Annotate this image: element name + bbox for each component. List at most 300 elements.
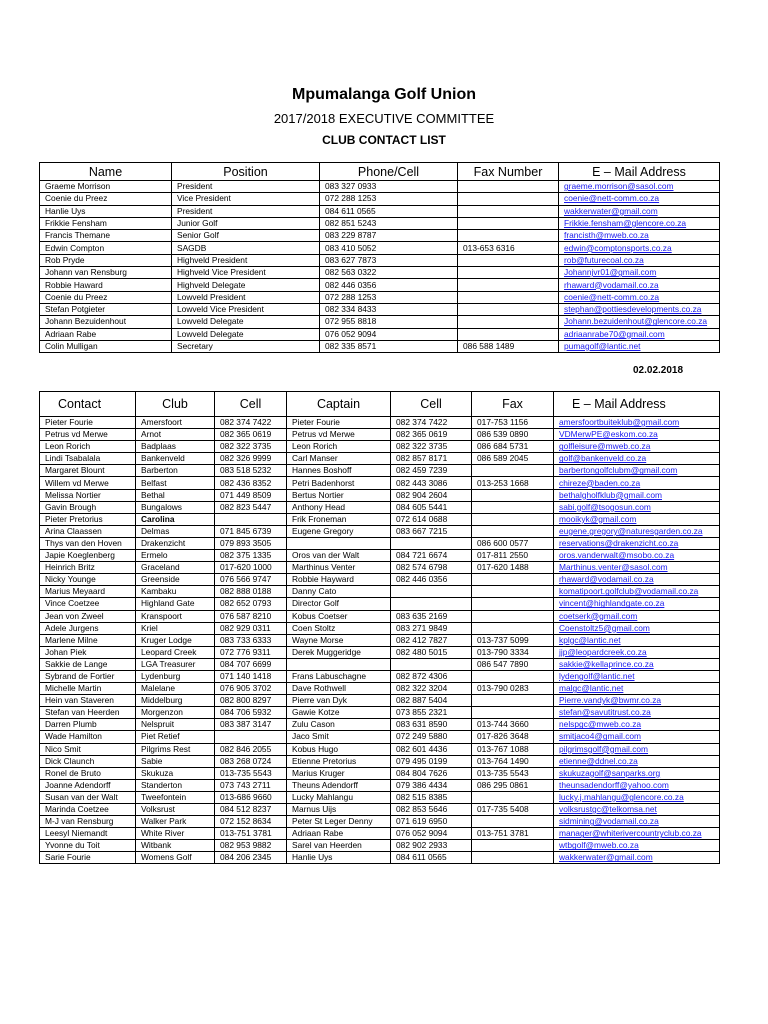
email-link[interactable]: amersfoortbuiteklub@gmail.com [559, 417, 680, 428]
club-cell: Volksrust [136, 804, 215, 816]
captain-cell: Jaco Smit [287, 731, 391, 743]
email-link[interactable]: wakkerwater@gmail.com [559, 852, 653, 863]
table-row [40, 525, 720, 537]
fax-cell: 013-737 5099 [472, 634, 554, 646]
captain-cell-cell: 079 495 0199 [391, 755, 472, 767]
table-row [40, 574, 720, 586]
club-cell: Tweefontein [136, 791, 215, 803]
email-link[interactable]: coenie@nett-comm.co.za [564, 193, 660, 204]
email-link[interactable]: skukuzagolf@sanparks.org [559, 767, 661, 778]
phone-cell: 083 410 5052 [320, 242, 458, 254]
captain-cell: Marnus Uijs [287, 804, 391, 816]
captain-cell-cell: 082 446 0356 [391, 574, 472, 586]
fax-cell [472, 501, 554, 513]
cell-cell: 082 436 8352 [215, 477, 287, 489]
email-cell [559, 230, 720, 242]
email-cell [554, 441, 720, 453]
captain-cell: Adriaan Rabe [287, 828, 391, 840]
column-header-fax: Fax Number [458, 163, 559, 181]
captain-cell-cell: 082 365 0619 [391, 429, 472, 441]
fax-cell [472, 852, 554, 864]
position-cell: SAGDB [172, 242, 320, 254]
captain-cell: Derek Muggeridge [287, 646, 391, 658]
club-cell: Kambaku [136, 586, 215, 598]
email-link[interactable]: eugene.gregory@naturesgarden.co.za [559, 525, 703, 536]
column-header-email: E – Mail Address [559, 163, 720, 181]
captain-cell: Kobus Hugo [287, 743, 391, 755]
table-row [40, 477, 720, 489]
contact-cell: Leon Rorich [40, 441, 136, 453]
fax-cell [458, 267, 559, 279]
contact-cell: Margaret Blount [40, 465, 136, 477]
email-link[interactable]: rob@futurecoal.co.za [564, 254, 644, 265]
committee-subtitle: 2017/2018 EXECUTIVE COMMITTEE [273, 111, 495, 126]
club-cell: Bankenveld [136, 453, 215, 465]
cell-cell: 017-620 1000 [215, 562, 287, 574]
club-cell: Delmas [136, 525, 215, 537]
club-cell: Womens Golf [136, 852, 215, 864]
email-link[interactable]: volksrustgc@telkomsa.net [559, 804, 657, 815]
email-link[interactable]: Marthinus.venter@sasol.com [559, 562, 668, 573]
email-cell [559, 303, 720, 315]
captain-cell: Leon Rorich [287, 441, 391, 453]
email-cell [554, 670, 720, 682]
club-contact-table [39, 391, 720, 864]
email-link[interactable]: graeme.morrison@sasol.com [564, 181, 674, 192]
club-cell: White River [136, 828, 215, 840]
email-link[interactable]: smitjaco4@gmail.com [559, 731, 642, 742]
email-link[interactable]: coetserk@gmail.com [559, 610, 638, 621]
email-link[interactable]: manager@whiterivercountryclub.co.za [559, 828, 702, 839]
fax-cell [472, 574, 554, 586]
cell-cell: 082 800 8297 [215, 695, 287, 707]
table-row [40, 279, 720, 291]
club-cell: Highland Gate [136, 598, 215, 610]
contact-cell: Joanne Adendorff [40, 779, 136, 791]
cell-cell: 076 566 9747 [215, 574, 287, 586]
fax-cell [458, 181, 559, 193]
email-link[interactable]: etienne@ddnel.co.za [559, 755, 638, 766]
email-cell [554, 719, 720, 731]
cell-cell: 082 374 7422 [215, 417, 287, 429]
captain-cell-cell: 073 855 2321 [391, 707, 472, 719]
table-row [40, 695, 720, 707]
fax-cell [472, 840, 554, 852]
contact-cell: Pieter Fourie [40, 417, 136, 429]
email-link[interactable]: sakkie@kellaprince.co.za [559, 658, 654, 669]
fax-cell: 013-764 1490 [472, 755, 554, 767]
fax-cell [472, 816, 554, 828]
table-row [40, 791, 720, 803]
table-row [40, 779, 720, 791]
cell-cell: 082 953 9882 [215, 840, 287, 852]
cell-cell: 013-751 3781 [215, 828, 287, 840]
email-link[interactable]: lydengolf@lantic.net [559, 671, 635, 682]
email-link[interactable]: barbertongolfclubm@gmail.com [559, 465, 678, 476]
contact-cell: Marinda Coetzee [40, 804, 136, 816]
name-cell: Hanlie Uys [40, 205, 172, 217]
cell-cell: 079 893 3505 [215, 537, 287, 549]
email-cell [554, 489, 720, 501]
table-row [40, 634, 720, 646]
table-row [40, 417, 720, 429]
executive-committee-table [39, 162, 720, 353]
fax-cell: 013-253 1668 [472, 477, 554, 489]
column-header-cell: Cell [215, 392, 287, 417]
captain-cell-cell: 082 322 3735 [391, 441, 472, 453]
club-cell: Pilgrims Rest [136, 743, 215, 755]
cell-cell [215, 731, 287, 743]
contact-cell: Jean von Zweel [40, 610, 136, 622]
table-row [40, 731, 720, 743]
email-link[interactable]: rhaward@vodamail.co.za [559, 574, 654, 585]
email-link[interactable]: golfleisure@mweb.co.za [559, 441, 651, 452]
fax-cell [472, 622, 554, 634]
email-cell [559, 267, 720, 279]
email-link[interactable]: pilgrimsgolf@gmail.com [559, 743, 649, 754]
name-cell: Stefan Potgieter [40, 303, 172, 315]
email-link[interactable]: Frikkie.fensham@glencore.co.za [564, 218, 687, 229]
contact-cell: Nico Smit [40, 743, 136, 755]
cell-cell: 082 322 3735 [215, 441, 287, 453]
fax-cell: 086 589 2045 [472, 453, 554, 465]
contact-cell: Wade Hamilton [40, 731, 136, 743]
cell-cell: 084 512 8237 [215, 804, 287, 816]
column-header-captain: Captain [287, 392, 391, 417]
email-cell [559, 279, 720, 291]
phone-cell: 072 288 1253 [320, 193, 458, 205]
position-cell: President [172, 181, 320, 193]
email-cell [554, 840, 720, 852]
position-cell: Highveld Vice President [172, 267, 320, 279]
club-cell: Nelspruit [136, 719, 215, 731]
email-link[interactable]: stefan@savutitrust.co.za [559, 707, 651, 718]
club-cell: Kranspoort [136, 610, 215, 622]
email-cell [554, 610, 720, 622]
fax-cell [458, 217, 559, 229]
captain-cell-cell: 082 322 3204 [391, 683, 472, 695]
fax-cell: 086 295 0861 [472, 779, 554, 791]
column-header-fax: Fax [472, 392, 554, 417]
fax-cell: 017-753 1156 [472, 417, 554, 429]
email-cell [554, 525, 720, 537]
table-row [40, 316, 720, 328]
fax-cell [472, 670, 554, 682]
fax-cell [472, 791, 554, 803]
cell-cell: 076 587 8210 [215, 610, 287, 622]
captain-cell: Petrus vd Merwe [287, 429, 391, 441]
name-cell: Rob Pryde [40, 254, 172, 266]
cell-cell: 083 387 3147 [215, 719, 287, 731]
fax-cell: 086 588 1489 [458, 340, 559, 352]
cell-cell: 082 929 0311 [215, 622, 287, 634]
table-row [40, 646, 720, 658]
phone-cell: 072 955 8818 [320, 316, 458, 328]
fax-cell: 013-767 1088 [472, 743, 554, 755]
email-cell [554, 513, 720, 525]
contact-cell: Yvonne du Toit [40, 840, 136, 852]
name-cell: Coenie du Preez [40, 193, 172, 205]
captain-cell-cell: 082 412 7827 [391, 634, 472, 646]
email-cell [554, 695, 720, 707]
club-cell: Bethal [136, 489, 215, 501]
email-cell [554, 598, 720, 610]
captain-cell [287, 537, 391, 549]
fax-cell: 086 600 0577 [472, 537, 554, 549]
table-row [40, 181, 720, 193]
table-row [40, 610, 720, 622]
email-cell [554, 658, 720, 670]
club-cell: Belfast [136, 477, 215, 489]
email-link[interactable]: pumagolf@lantic.net [564, 341, 641, 351]
email-cell [559, 254, 720, 266]
cell-cell: 082 326 9999 [215, 453, 287, 465]
contact-cell: Vince Coetzee [40, 598, 136, 610]
table-row [40, 465, 720, 477]
email-link[interactable]: Coenstoltz5@gmail.com [559, 622, 650, 633]
table-row [40, 441, 720, 453]
cell-cell: 073 743 2711 [215, 779, 287, 791]
table-row [40, 816, 720, 828]
email-link[interactable]: wtbgolf@mweb.co.za [559, 840, 639, 851]
email-cell [554, 743, 720, 755]
fax-cell [458, 279, 559, 291]
phone-cell: 082 851 5243 [320, 217, 458, 229]
captain-cell: Frik Froneman [287, 513, 391, 525]
phone-cell: 082 563 0322 [320, 267, 458, 279]
contact-cell: Ronel de Bruto [40, 767, 136, 779]
email-cell [554, 707, 720, 719]
email-cell [554, 755, 720, 767]
email-cell [554, 550, 720, 562]
email-link[interactable]: edwin@comptonsports.co.za [564, 242, 672, 253]
email-link[interactable]: chireze@baden.co.za [559, 477, 641, 488]
position-cell: Highveld President [172, 254, 320, 266]
name-cell: Graeme Morrison [40, 181, 172, 193]
name-cell: Coenie du Preez [40, 291, 172, 303]
contact-cell: Arina Claassen [40, 525, 136, 537]
email-cell [559, 242, 720, 254]
captain-cell-cell: 076 052 9094 [391, 828, 472, 840]
contact-cell: Nicky Younge [40, 574, 136, 586]
captain-cell-cell: 084 804 7626 [391, 767, 472, 779]
email-cell [554, 477, 720, 489]
captain-cell-cell: 082 515 8385 [391, 791, 472, 803]
captain-cell-cell: 083 631 8590 [391, 719, 472, 731]
email-link[interactable]: malgc@lantic.net [559, 683, 624, 694]
email-link[interactable]: Pierre.vandyk@bwmr.co.za [559, 695, 662, 706]
club-cell: Drakenzicht [136, 537, 215, 549]
table-row [40, 840, 720, 852]
email-link[interactable]: Johannjvr01@gmail.com [564, 267, 657, 278]
email-link[interactable]: adriaanrabe70@gmail.com [564, 328, 665, 339]
email-cell [559, 181, 720, 193]
email-cell [554, 634, 720, 646]
email-cell [554, 574, 720, 586]
fax-cell: 013-735 5543 [472, 767, 554, 779]
name-cell: Johann Bezuidenhout [40, 316, 172, 328]
table-row [40, 852, 720, 864]
club-cell: Leopard Creek [136, 646, 215, 658]
table-row [40, 683, 720, 695]
position-cell: Secretary [172, 340, 320, 352]
captain-cell-cell: 082 872 4306 [391, 670, 472, 682]
email-link[interactable]: jjp@leopardcreek.co.za [559, 646, 647, 657]
position-cell: Junior Golf [172, 217, 320, 229]
name-cell: Francis Themane [40, 230, 172, 242]
fax-cell: 013-744 3660 [472, 719, 554, 731]
captain-cell-cell: 084 605 5441 [391, 501, 472, 513]
captain-cell-cell: 082 480 5015 [391, 646, 472, 658]
position-cell: Lowveld Delegate [172, 328, 320, 340]
position-cell: Senior Golf [172, 230, 320, 242]
email-link[interactable]: bethalgholfklub@gmail.com [559, 489, 663, 500]
table-row [40, 453, 720, 465]
captain-cell-cell [391, 586, 472, 598]
captain-cell: Marius Kruger [287, 767, 391, 779]
table-row [40, 828, 720, 840]
email-cell [554, 501, 720, 513]
table-row [40, 767, 720, 779]
captain-cell-cell: 082 601 4436 [391, 743, 472, 755]
column-header-captain-cell: Cell [391, 392, 472, 417]
fax-cell [458, 328, 559, 340]
email-cell [554, 683, 720, 695]
email-cell [559, 205, 720, 217]
email-link[interactable]: oros.vanderwalt@msobo.co.za [559, 550, 675, 561]
cell-cell: 082 888 0188 [215, 586, 287, 598]
contact-cell: Melissa Nortier [40, 489, 136, 501]
contact-cell: Lindi Tsabalala [40, 453, 136, 465]
contact-cell: Susan van der Walt [40, 791, 136, 803]
contact-cell: Hein van Staveren [40, 695, 136, 707]
fax-cell [472, 525, 554, 537]
email-link[interactable]: stephan@pottiesdevelopments.co.za [564, 304, 702, 315]
cell-cell: 082 365 0619 [215, 429, 287, 441]
cell-cell: 084 206 2345 [215, 852, 287, 864]
phone-cell: 076 052 9094 [320, 328, 458, 340]
email-link[interactable]: francisth@mweb.co.za [564, 230, 649, 241]
fax-cell: 013-790 0283 [472, 683, 554, 695]
fax-cell: 086 684 5731 [472, 441, 554, 453]
club-cell: Skukuza [136, 767, 215, 779]
fax-cell [458, 205, 559, 217]
contact-cell: Johan Piek [40, 646, 136, 658]
email-link[interactable]: kplgc@lantic.net [559, 634, 621, 645]
phone-cell: 083 327 0933 [320, 181, 458, 193]
club-cell: Kruger Lodge [136, 634, 215, 646]
email-link[interactable]: golf@bankenveld.co.za [559, 453, 647, 464]
email-cell [554, 453, 720, 465]
cell-cell: 071 845 6739 [215, 525, 287, 537]
position-cell: Vice President [172, 193, 320, 205]
email-link[interactable]: VDMerwPE@eskom.co.za [559, 429, 658, 440]
fax-cell: 086 547 7890 [472, 658, 554, 670]
contact-cell: Sybrand de Fortier [40, 670, 136, 682]
name-cell: Robbie Haward [40, 279, 172, 291]
email-cell [554, 791, 720, 803]
captain-cell: Petri Badenhorst [287, 477, 391, 489]
table-row [40, 719, 720, 731]
captain-cell-cell [391, 658, 472, 670]
email-link[interactable]: nelspgc@mweb.co.za [559, 719, 642, 730]
captain-cell-cell: 082 374 7422 [391, 417, 472, 429]
table-row [40, 429, 720, 441]
cell-cell: 082 375 1335 [215, 550, 287, 562]
email-link[interactable]: reservations@drakenzicht.co.za [559, 537, 679, 548]
email-link[interactable]: komatipoort.golfclub@vodamail.co.za [559, 586, 699, 597]
fax-cell [458, 254, 559, 266]
column-header-name: Name [40, 163, 172, 181]
email-cell [554, 465, 720, 477]
captain-cell-cell: 084 721 6674 [391, 550, 472, 562]
captain-cell-cell: 083 271 9849 [391, 622, 472, 634]
contact-cell: Stefan van Heerden [40, 707, 136, 719]
email-cell [554, 828, 720, 840]
email-link[interactable]: vincent@highlandgate.co.za [559, 598, 665, 609]
table-row [40, 230, 720, 242]
email-cell [559, 328, 720, 340]
captain-cell: Dave Rothwell [287, 683, 391, 695]
email-cell [554, 537, 720, 549]
captain-cell: Gawie Kotze [287, 707, 391, 719]
email-link[interactable]: rhaward@vodamail.co.za [564, 279, 659, 290]
table-row [40, 205, 720, 217]
captain-cell: Coen Stoltz [287, 622, 391, 634]
captain-cell-cell: 072 614 0688 [391, 513, 472, 525]
club-cell: Amersfoort [136, 417, 215, 429]
captain-cell: Danny Cato [287, 586, 391, 598]
captain-cell: Frans Labuschagne [287, 670, 391, 682]
email-cell [554, 586, 720, 598]
fax-cell: 017-811 2550 [472, 550, 554, 562]
cell-cell: 083 733 6333 [215, 634, 287, 646]
cell-cell: 071 449 8509 [215, 489, 287, 501]
fax-cell [458, 291, 559, 303]
fax-cell: 017-620 1488 [472, 562, 554, 574]
captain-cell-cell: 082 904 2604 [391, 489, 472, 501]
contact-cell: Japie Koeglenberg [40, 550, 136, 562]
list-date: 02.02.2018 [633, 365, 684, 376]
email-link[interactable]: coenie@nett-comm.co.za [564, 291, 660, 302]
table-row [40, 340, 720, 352]
email-link[interactable]: theunsadendorff@yahoo.com [559, 779, 669, 790]
cell-cell: 076 905 3702 [215, 683, 287, 695]
email-link[interactable]: lucky.j.mahlangu@glencore.co.za [559, 791, 684, 802]
captain-cell: Robbie Hayward [287, 574, 391, 586]
email-link[interactable]: wakkerwater@gmail.com [564, 205, 658, 216]
email-cell [559, 316, 720, 328]
table-row [40, 193, 720, 205]
email-link[interactable]: Johann.bezuidenhout@glencore.co.za [564, 316, 708, 327]
captain-cell-cell: 082 443 3086 [391, 477, 472, 489]
fax-cell: 013-790 3334 [472, 646, 554, 658]
captain-cell: Peter St Leger Denny [287, 816, 391, 828]
captain-cell: Lucky Mahlangu [287, 791, 391, 803]
email-link[interactable]: mooikyk@gmail.com [559, 513, 637, 524]
phone-cell: 072 288 1253 [320, 291, 458, 303]
contact-cell: Marlene Milne [40, 634, 136, 646]
captain-cell: Pieter Fourie [287, 417, 391, 429]
club-cell: Walker Park [136, 816, 215, 828]
captain-cell-cell [391, 537, 472, 549]
table-row [40, 267, 720, 279]
union-title: Mpumalanga Golf Union [292, 86, 476, 103]
email-link[interactable]: sidmining@vodamail.co.za [559, 816, 659, 827]
email-link[interactable]: sabi.golf@tsogosun.com [559, 501, 651, 512]
club-cell: Kriel [136, 622, 215, 634]
position-cell: Lowveld Vice President [172, 303, 320, 315]
